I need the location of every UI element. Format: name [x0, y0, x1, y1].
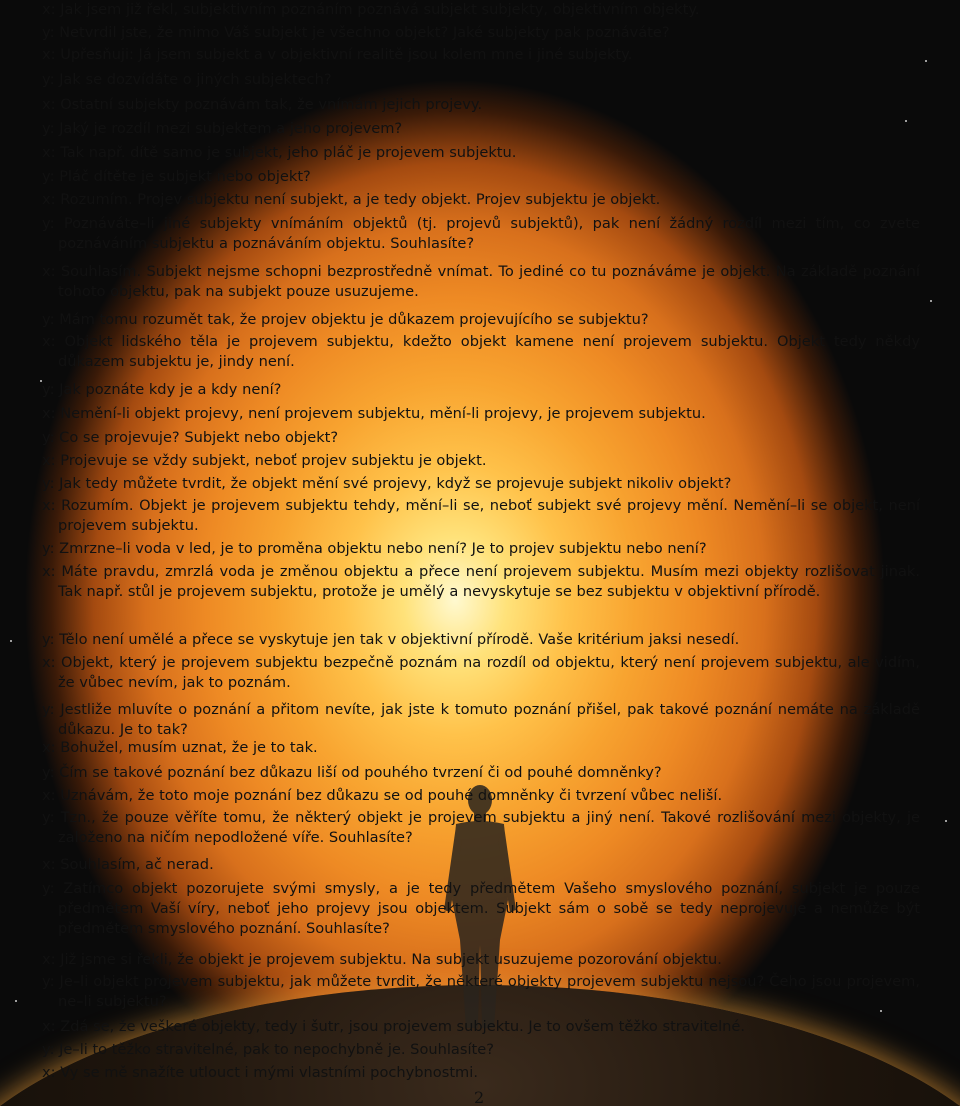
dialogue-line: x: Rozumím. Projev subjektu není subjekt, a je tedy objekt. Projev subjektu je objekt. [42, 191, 661, 208]
dialogue-line: y: Je–li to těžko stravitelné, pak to nepochybně je. Souhlasíte? [42, 1041, 494, 1058]
dialogue-line: y: Jak tedy můžete tvrdit, že objekt mění své projevy, když se projevuje subjekt nikoliv objekt? [42, 475, 732, 492]
dialogue-line: x: Projevuje se vždy subjekt, neboť projev subjektu je objekt. [42, 452, 487, 469]
dialogue-line: x: Bohužel, musím uznat, že je to tak. [42, 739, 318, 756]
dialogue-line: y: Jak poznáte kdy je a kdy není? [42, 381, 282, 398]
dialogue-line: y: Zatímco objekt pozorujete svými smysly, a je tedy předmětem Vašeho smyslového poznání, subjekt je pouze předmětem Vaší víry, neboť jeho projevy jsou objektem. Subjekt sám o sobě se tedy neprojevuje a nemůže být předmětem smyslového poznání. Souhlasíte? [42, 880, 920, 937]
dialogue-line: y: Poznáváte–li jiné subjekty vnímáním objektů (tj. projevů subjektů), pak není žádný rozdíl mezi tím, co zvete poznáváním subjektu a poznáváním objektu. Souhlasíte? [42, 215, 920, 252]
dialogue-line: y: Jaký je rozdíl mezi subjektem a jeho projevem? [42, 120, 403, 137]
dialogue-line: x: Ostatní subjekty poznávám tak, že vnímám jejich projevy. [42, 96, 483, 113]
dialogue-line: x: Vy se mě snažíte utlouct i mými vlastními pochybnostmi. [42, 1064, 478, 1081]
dialogue-line: x: Rozumím. Objekt je projevem subjektu tehdy, mění–li se, neboť subjekt své projevy mění. Nemění–li se objekt, není projevem subjektu. [42, 497, 920, 534]
dialogue-line: x: Zdá se, že veškeré objekty, tedy i šutr, jsou projevem subjektu. Je to ovšem těžko stravitelné. [42, 1018, 746, 1035]
dialogue-line: x: Máte pravdu, zmrzlá voda je změnou objektu a přece není projevem subjektu. Musím mezi objekty rozlišovat jinak. Tak např. stůl je projevem subjektu, protože je umělý a nevyskytuje se bez subjektu v objektivní přírodě. [42, 563, 920, 600]
dialogue-line: y: Jestliže mluvíte o poznání a přitom nevíte, jak jste k tomuto poznání přišel, pak takové poznání nemáte na základě důkazu. Je to tak? [42, 701, 920, 738]
dialogue-line: y: Mám tomu rozumět tak, že projev objektu je důkazem projevujícího se subjektu? [42, 311, 649, 328]
dialogue-line: x: Objekt, který je projevem subjektu bezpečně poznám na rozdíl od objektu, který není projevem subjektu, ale vidím, že vůbec nevím, jak to poznám. [42, 654, 920, 691]
dialogue-line: x: Objekt lidského těla je projevem subjektu, kdežto objekt kamene není projevem subjektu. Objekt tedy někdy důkazem subjektu je, jindy není. [42, 333, 920, 370]
dialogue-line: x: Jak jsem již řekl, subjektivním poznáním poznává subjekt subjekty, objektivním objekty. [42, 1, 700, 18]
dialogue-line: x: Tak např. dítě samo je subjekt, jeho pláč je projevem subjektu. [42, 144, 517, 161]
dialogue-line: y: Pláč dítěte je subjekt nebo objekt? [42, 168, 311, 185]
page-number: 2 [474, 1088, 485, 1106]
dialogue-line: y: Čím se takové poznání bez důkazu liší od pouhého tvrzení či od pouhé domněnky? [42, 764, 662, 781]
dialogue-line: y: Netvrdil jste, že mimo Váš subjekt je všechno objekt? Jaké subjekty pak poznáváte? [42, 24, 670, 41]
dialogue-line: x: Upřesňuji: Já jsem subjekt a v objektivní realitě jsou kolem mne i jiné subjekty. [42, 46, 633, 63]
dialogue-line: y: Tzn., že pouze věříte tomu, že některý objekt je projevem subjektu a jiný není. Takové rozlišování mezi objekty, je založeno na ničím nepodložené víře. Souhlasíte? [42, 809, 920, 846]
dialogue-line: x: Již jsme si řekli, že objekt je projevem subjektu. Na subjekt usuzujeme pozorování objektu. [42, 951, 722, 968]
dialogue-line: y: Co se projevuje? Subjekt nebo objekt? [42, 429, 339, 446]
dialogue-line: x: Souhlasím, ač nerad. [42, 856, 214, 873]
dialogue-line: x: Uznávám, že toto moje poznání bez důkazu se od pouhé domněnky či tvrzení vůbec neliší. [42, 787, 723, 804]
dialogue-line: x: Nemění-li objekt projevy, není projevem subjektu, mění-li projevy, je projevem subjektu. [42, 405, 706, 422]
dialogue-line: y: Tělo není umělé a přece se vyskytuje jen tak v objektivní přírodě. Vaše kritérium jaksi nesedí. [42, 631, 740, 648]
dialogue-line: y: Jak se dozvídáte o jiných subjektech? [42, 71, 332, 88]
dialogue-line: x: Souhlasím. Subjekt nejsme schopni bezprostředně vnímat. To jediné co tu poznáváme je objekt. Na základě poznání tohoto objektu, pak na subjekt pouze usuzujeme. [42, 263, 920, 300]
dialogue-line: y: Zmrzne–li voda v led, je to proměna objektu nebo není? Je to projev subjektu nebo není? [42, 540, 707, 557]
dialogue-line: y: Je–li objekt projevem subjektu, jak můžete tvrdit, že některé objekty projevem subjektu nejsou? Čeho jsou projevem, ne–li subjektu? [42, 973, 920, 1010]
